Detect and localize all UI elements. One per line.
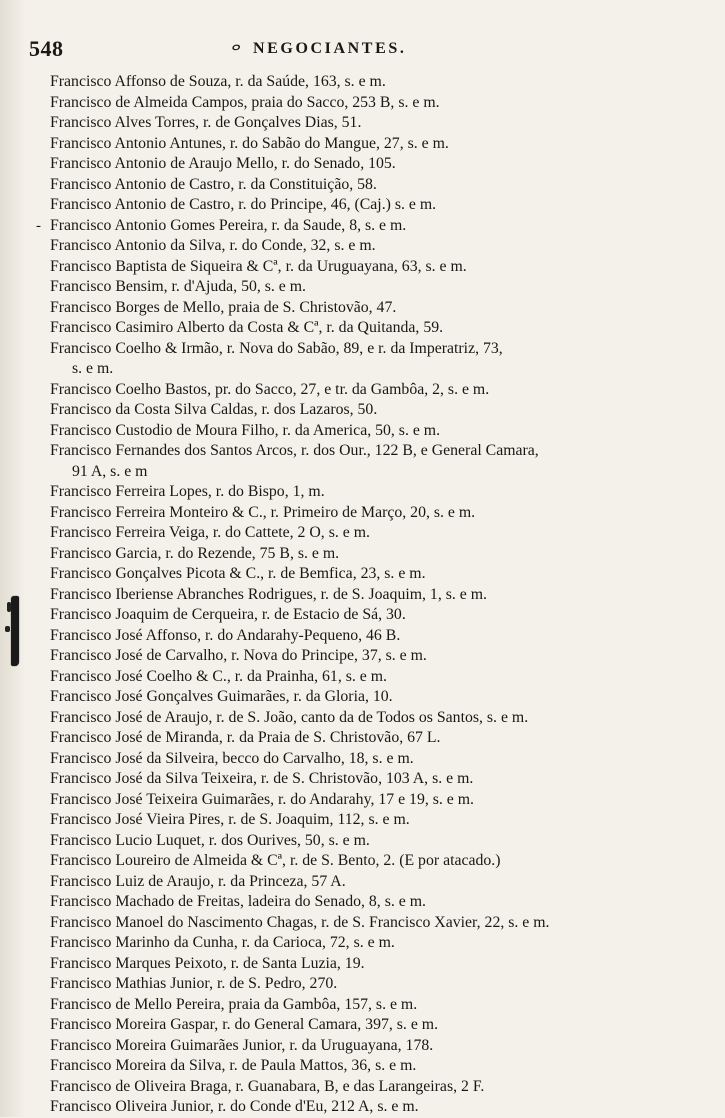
list-item: Francisco José Teixeira Guimarães, r. do Andarahy, 17 e 19, s. e m.: [50, 790, 474, 808]
list-item: Francisco Marinho da Cunha, r. da Carioca, 72, s. e m.: [50, 934, 395, 951]
list-item: Francisco Fernandes dos Santos Arcos, r. dos Our., 122 B, e General Camara,: [50, 442, 539, 459]
list-item: Francisco Ferreira Lopes, r. do Bispo, 1, m.: [50, 483, 325, 500]
merchant-list: [36, 72, 710, 1118]
list-item: Francisco José de Carvalho, r. Nova do Principe, 37, s. e m.: [50, 647, 427, 664]
list-item: Francisco José de Miranda, r. da Praia de S. Christovão, 67 L.: [50, 729, 441, 746]
list-item: Francisco Borges de Mello, praia de S. Christovão, 47.: [50, 298, 397, 316]
list-item: Francisco Manoel do Nascimento Chagas, r. de S. Francisco Xavier, 22, s. e m.: [50, 913, 550, 931]
list-item: Francisco Ferreira Veiga, r. do Cattete, 2 O, s. e m.: [50, 524, 370, 541]
list-item: Francisco Marques Peixoto, r. de Santa Luzia, 19.: [50, 954, 365, 972]
list-item-continuation: 91 A, s. e m: [72, 462, 148, 480]
list-item: Francisco José Coelho & C., r. da Prainha, 61, s. e m.: [50, 667, 387, 685]
list-item: Francisco Gonçalves Picota & C., r. de Bemfica, 23, s. e m.: [50, 565, 426, 582]
list-item: Francisco Joaquim de Cerqueira, r. de Estacio de Sá, 30.: [50, 606, 406, 623]
list-item: Francisco Mathias Junior, r. de S. Pedro, 270.: [50, 975, 338, 992]
list-item: Francisco Antonio de Castro, r. do Principe, 46, (Caj.) s. e m.: [50, 196, 437, 213]
list-item: Francisco Moreira Guimarães Junior, r. da Uruguayana, 178.: [50, 1036, 434, 1054]
header-ornament: ⴰ: [231, 38, 241, 54]
page-title: NEGOCIANTES.: [253, 40, 407, 57]
list-item: Francisco José de Araujo, r. de S. João, canto da de Todos os Santos, s. e m.: [50, 708, 529, 726]
list-item: Francisco de Almeida Campos, praia do Sacco, 253 B, s. e m.: [50, 93, 440, 111]
page-header: [29, 36, 689, 68]
list-item: Francisco Coelho Bastos, pr. do Sacco, 27, e tr. da Gambôa, 2, s. e m.: [50, 380, 490, 398]
list-item: Francisco Antonio de Araujo Mello, r. do Senado, 105.: [50, 155, 396, 172]
list-item: Francisco Affonso de Souza, r. da Saúde, 163, s. e m.: [50, 73, 386, 90]
list-item: Francisco José Gonçalves Guimarães, r. da Gloria, 10.: [50, 688, 393, 705]
list-item-marked: [36, 216, 710, 237]
list-item: Francisco da Costa Silva Caldas, r. dos Lazaros, 50.: [50, 401, 378, 418]
list-item: Francisco José da Silva Teixeira, r. de S. Christovão, 103 A, s. e m.: [50, 770, 474, 787]
list-item: Francisco Custodio de Moura Filho, r. da America, 50, s. e m.: [50, 421, 441, 439]
list-item: Francisco Antonio Antunes, r. do Sabão do Mangue, 27, s. e m.: [50, 134, 449, 152]
list-item: Francisco Ferreira Monteiro & C., r. Primeiro de Março, 20, s. e m.: [50, 503, 476, 521]
list-item-text: Francisco Antonio Gomes Pereira, r. da Saude, 8, s. e m.: [50, 216, 407, 234]
list-item: Francisco Coelho & Irmão, r. Nova do Sabão, 89, e r. da Imperatriz, 73,: [50, 339, 503, 357]
list-item: Francisco Moreira da Silva, r. de Paula Mattos, 36, s. e m.: [50, 1057, 417, 1074]
list-item: Francisco José da Silveira, becco do Carvalho, 18, s. e m.: [50, 749, 414, 767]
list-item: Francisco José Vieira Pires, r. de S. Joaquim, 112, s. e m.: [50, 811, 410, 828]
list-item: Francisco Alves Torres, r. de Gonçalves Dias, 51.: [50, 114, 362, 131]
margin-mark: -: [36, 217, 41, 234]
list-item: Francisco de Oliveira Braga, r. Guanabara, B, e das Larangeiras, 2 F.: [50, 1077, 485, 1095]
list-item: Francisco Luiz de Araujo, r. da Princeza, 57 A.: [50, 872, 346, 890]
list-item: Francisco Iberiense Abranches Rodrigues, r. de S. Joaquim, 1, s. e m.: [50, 585, 487, 603]
list-item: Francisco Baptista de Siqueira & Cª, r. da Uruguayana, 63, s. e m.: [50, 257, 467, 275]
list-item: Francisco Antonio de Castro, r. da Constituição, 58.: [50, 175, 377, 193]
list-item: Francisco José Affonso, r. do Andarahy-Pequeno, 46 B.: [50, 626, 401, 644]
list-item: Francisco Oliveira Junior, r. do Conde d'Eu, 212 A, s. e m.: [50, 1098, 419, 1115]
list-item: Francisco Machado de Freitas, ladeira do Senado, 8, s. e m.: [50, 893, 426, 910]
list-item: Francisco de Mello Pereira, praia da Gambôa, 157, s. e m.: [50, 995, 418, 1013]
list-item: Francisco Garcia, r. do Rezende, 75 B, s. e m.: [50, 544, 340, 562]
list-item: Francisco Moreira Gaspar, r. do General Camara, 397, s. e m.: [50, 1016, 439, 1033]
list-item: Francisco Bensim, r. d'Ajuda, 50, s. e m.: [50, 278, 307, 295]
list-item: Francisco Lucio Luquet, r. dos Ourives, 50, s. e m.: [50, 831, 370, 849]
list-item: Francisco Antonio da Silva, r. do Conde, 32, s. e m.: [50, 237, 376, 254]
list-item-continuation: s. e m.: [72, 360, 114, 377]
list-item: Francisco Casimiro Alberto da Costa & Cª, r. da Quitanda, 59.: [50, 319, 444, 336]
ink-blot: [11, 596, 19, 666]
page-number: 548: [29, 36, 64, 61]
list-item: Francisco Loureiro de Almeida & Cª, r. de S. Bento, 2. (E por atacado.): [50, 852, 501, 869]
page-edge: [0, 0, 26, 1117]
